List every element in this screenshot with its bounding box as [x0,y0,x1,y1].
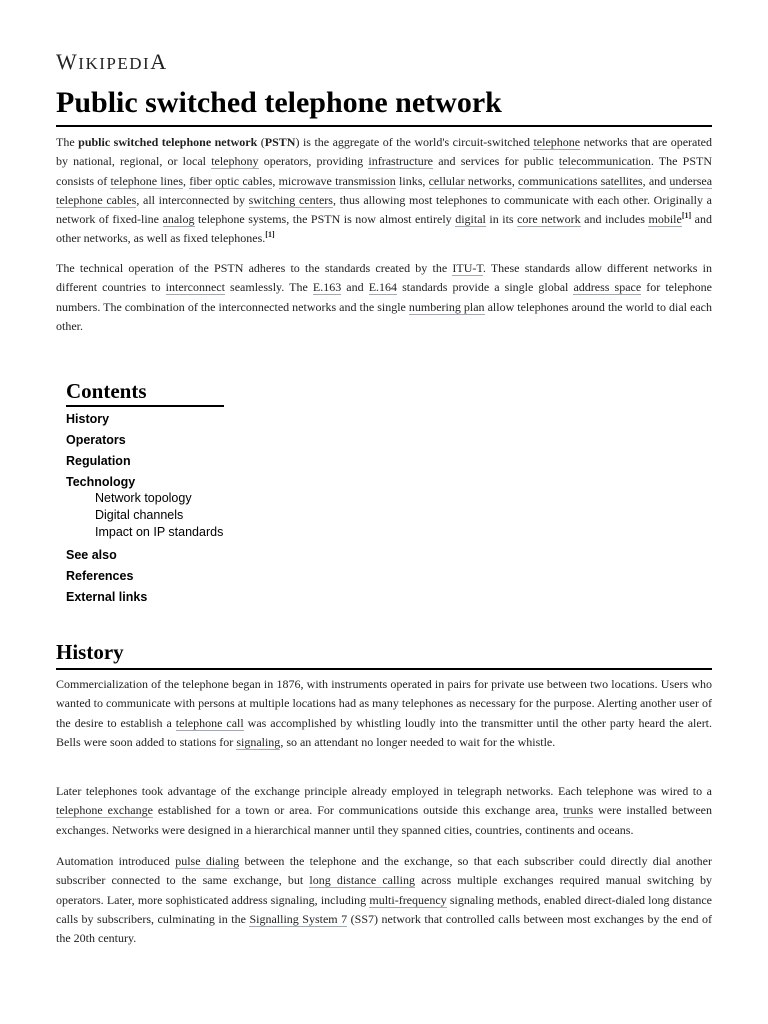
text: (SS7) network that controlled calls between most exchanges by the end of the 20th century. [56,911,712,946]
toc-item-see-also[interactable]: See also [66,548,117,562]
toc-subitem-network-topology[interactable]: Network topology [95,491,192,505]
link-analog[interactable]: analog [162,212,195,227]
text: The [56,135,79,149]
text: , [183,173,190,188]
link-telephone[interactable]: telephone [533,135,581,149]
link-signaling[interactable]: signaling [236,734,281,749]
text: between the telephone and the exchange, so that each subscriber could directly dial another subscriber connected to the same exchange, but [56,854,712,888]
link-microwave-transmission[interactable]: microwave transmission [278,173,396,188]
link-multi-frequency[interactable]: multi-frequency [369,892,447,907]
intro-paragraph-1 [56,133,712,249]
text: Later telephones took advantage of the exchange principle already employed in telegraph networks. Each telephone was wired to a [56,784,712,798]
text: , [511,173,519,188]
link-switching-centers[interactable]: switching centers [248,192,333,207]
toc-subitem-digital-channels[interactable]: Digital channels [95,508,184,522]
text: ) is the aggregate of the world's circuit-switched [295,135,534,149]
link-telephone-call[interactable]: telephone call [175,715,244,730]
section-divider [56,668,712,670]
text: in its [485,212,518,227]
link-mobile[interactable]: mobile [648,212,682,227]
text: Commercialization of the telephone began in 1876, with instruments operated in pairs for private use between two locations. Users who wanted to communicate with persons at multiple locations had as many telephones as necessary for the purpose. Alerting another user of the desire to establish a [56,677,712,730]
table-of-contents [66,378,326,604]
link-telecommunication[interactable]: telecommunication [558,154,651,169]
link-interconnect[interactable]: interconnect [165,280,225,295]
link-signalling-system-7[interactable]: Signalling System 7 [249,911,348,926]
bold-term-pstn-full: public switched telephone network [78,135,258,149]
link-e163[interactable]: E.163 [312,280,342,295]
text: , thus allowing most telephones to communicate with each other. Originally a network of fixed-line [56,192,712,227]
toc-item-regulation[interactable]: Regulation [66,454,131,468]
toc-divider [66,405,224,407]
text: , and [642,173,670,188]
text: . The PSTN consists of [56,154,712,188]
text: for telephone numbers. The combination of the interconnected networks and the single [56,280,712,314]
link-cellular-networks[interactable]: cellular networks [428,173,512,188]
text: , [272,173,279,188]
text: , so an attendant no longer needed to wait for the whistle. [280,734,556,749]
link-telephony[interactable]: telephony [211,154,259,169]
text: . These standards allow different networks in different countries to [56,261,712,295]
toc-title: Contents [66,379,147,403]
text: standards provide a single global [397,280,574,295]
intro-paragraph-2 [56,259,712,336]
toc-item-operators[interactable]: Operators [66,433,126,447]
link-communications-satellites[interactable]: communications satellites [518,173,643,188]
page-title: Public switched telephone network [56,86,502,119]
text: , all interconnected by [136,192,249,207]
text: ( [257,135,265,149]
text: were installed between exchanges. Networks were designed in a hierarchical manner until they spanned cities, countries, continents and oceans. [56,803,712,837]
toc-item-history[interactable]: History [66,412,110,426]
link-long-distance-calling[interactable]: long distance calling [309,873,415,888]
history-paragraph-2 [56,782,712,840]
text: The technical operation of the PSTN adheres to the standards created by the [56,261,453,275]
toc-subitem-impact-on-ip-standards[interactable]: Impact on IP standards [95,525,224,539]
history-paragraph-1 [56,675,712,752]
text: established for a town or area. For communications outside this exchange area, [152,803,564,818]
text: signaling methods, enabled direct-dialed long distance calls by subscribers, culminating in the [56,892,712,926]
wikipedia-logo[interactable] [56,49,168,75]
bold-term-pstn: PSTN [264,135,296,149]
text: and includes [580,212,649,227]
text: telephone systems, the PSTN is now almost entirely [194,212,456,227]
history-paragraph-3 [56,852,712,948]
link-undersea-telephone-cables[interactable]: undersea telephone cables [56,173,713,207]
link-e164[interactable]: E.164 [368,280,398,295]
text: and services for public [433,154,559,169]
text: links, [395,173,429,188]
link-telephone-lines[interactable]: telephone lines [110,173,184,188]
text: networks that are operated by national, regional, or local [56,135,712,169]
reference-1[interactable]: [1] [265,230,275,240]
text: Automation introduced [56,854,176,868]
text: was accomplished by whistling loudly into the transmitter until the other party heard the alert. Bells were soon added to stations for [56,715,713,749]
link-trunks[interactable]: trunks [563,803,594,818]
link-core-network[interactable]: core network [517,212,581,227]
toc-item-external-links[interactable]: External links [66,590,148,604]
section-heading-history: History [56,640,124,664]
link-numbering-plan[interactable]: numbering plan [408,299,485,314]
text: seamlessly. The [224,280,313,295]
toc-item-technology[interactable]: Technology [66,475,136,489]
toc-item-references[interactable]: References [66,569,134,583]
reference-1[interactable]: [1] [681,211,692,221]
text: allow telephones around the world to dial each other. [56,299,712,333]
link-fiber-optic-cables[interactable]: fiber optic cables [189,173,273,188]
link-address-space[interactable]: address space [573,280,642,295]
text: and other networks, as well as fixed telephones. [56,212,712,246]
link-itu-t[interactable]: ITU-T [452,261,483,275]
wikipedia-wordmark: WIKIPEDIA [56,49,168,74]
link-infrastructure[interactable]: infrastructure [368,154,434,169]
text: and [341,280,369,295]
title-divider [56,125,712,127]
link-pulse-dialing[interactable]: pulse dialing [175,854,240,868]
text: across multiple exchanges required manual switching by operators. Later, more sophisticated address signaling, including [56,873,713,907]
link-digital[interactable]: digital [455,212,486,227]
link-telephone-exchange[interactable]: telephone exchange [56,803,153,818]
text: operators, providing [258,154,369,169]
